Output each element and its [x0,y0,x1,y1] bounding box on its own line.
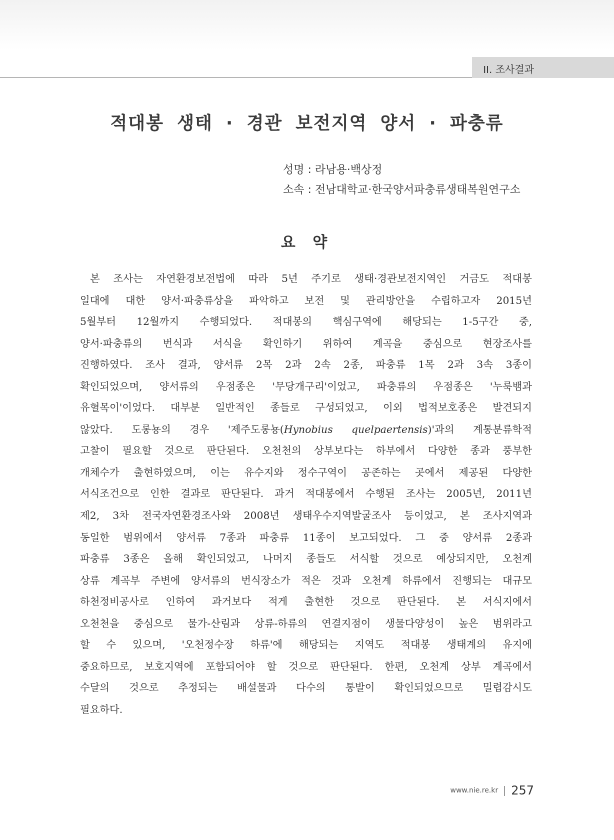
summary-line: 제2, 3차 전국자연환경조사와 2008년 생태우수지역발굴조사 등이었고, 본 조사지역과 [80,511,532,523]
summary-line: 파충류 3종은 올해 확인되었고, 나머지 종들도 서식할 것으로 예상되지만, 오천계 [80,554,532,566]
summary-line: 유혈목이'이었다. 대부분 일반적인 종들로 구성되었고, 이외 법적보호종은 발견되지 [80,403,532,415]
summary-line: 진행하였다. 조사 결과, 양서류 2목 2과 2속 2종, 파충류 1목 2과 3속 3종이 [80,360,532,372]
summary-line: 할 수 있으며, '오천정수장 하류'에 해당되는 지역도 적대봉 생태계의 유지에 [80,640,532,652]
page-number: 257 [511,783,534,798]
summary-line: 개체수가 출현하였으며, 이는 유수지와 정수구역이 공존하는 곳에서 제공된 다양한 [80,467,532,479]
summary-line: 하천정비공사로 인하여 과거보다 적게 출현한 것으로 판단된다. 본 서식지에서 [80,597,532,609]
header-rule [0,77,540,78]
summary-line: 필요하다. [80,704,123,716]
summary-heading: 요 약 [280,233,334,251]
summary-line: 확인되었으며, 양서류의 우점종은 '무당개구리'이었고, 파충류의 우점종은 '누룩뱀과 [80,381,532,393]
running-header [0,57,614,78]
summary-line: 양서·파충류의 번식과 서식을 확인하기 위하여 계곡을 중심으로 현장조사를 [80,338,532,350]
author-block [283,160,520,200]
summary-line: 수달의 것으로 추정되는 배설물과 다수의 통발이 확인되었으므로 밀렵감시도 [80,683,532,695]
footer-separator [504,786,505,796]
author-names: 성명 : 라남용·백상정 [283,163,383,176]
summary-line: 않았다. 도롱뇽의 경우 '제주도롱뇽(Hynobius quelpaertensis)'과의 계통분류학적 [80,424,532,436]
summary-line: 고찰이 필요할 것으로 판단된다. 오천천의 상부보다는 하부에서 다양한 종과 풍부한 [80,446,532,458]
top-shading [0,0,614,50]
summary-line: 오천천을 중심으로 물가-산림과 상류-하류의 연결지점이 생물다양성이 높은 범위라고 [80,618,532,630]
summary-line: 일대에 대한 양서·파충류상을 파악하고 보전 및 관리방안을 수립하고자 2015년 [80,295,532,307]
header-section-label: II. 조사결과 [483,65,534,76]
summary-line: 상류 계곡부 주변에 양서류의 번식장소가 적은 것과 오천계 하류에서 진행되는 대규모 [80,575,532,587]
summary-line: 중요하므로, 보호지역에 포함되어야 할 것으로 판단된다. 한편, 오천계 상부 계곡에서 [80,661,532,673]
scientific-name: Hynobius quelpaertensis [283,424,428,436]
summary-line: 본 조사는 자연환경보전법에 따라 5년 주기로 생태·경관보전지역인 거금도 적대봉 [90,274,532,285]
summary-line: 동일한 범위에서 양서류 7종과 파충류 11종이 보고되었다. 그 중 양서류 2종과 [80,532,532,544]
page-footer [450,780,534,799]
summary-line: 서식조건으로 인한 결과로 판단된다. 과거 적대봉에서 수행된 조사는 2005년, 2011년 [80,489,532,501]
summary-body [80,269,532,721]
footer-url: www.nie.re.kr [450,786,499,795]
paper-title: 적대봉 생태 · 경관 보전지역 양서 · 파충류 [110,114,504,134]
summary-line: 5월부터 12월까지 수행되었다. 적대봉의 핵심구역에 해당되는 1-5구간 중, [80,317,532,329]
author-affiliation: 소속 : 전남대학교·한국양서파충류생태복원연구소 [283,183,521,196]
